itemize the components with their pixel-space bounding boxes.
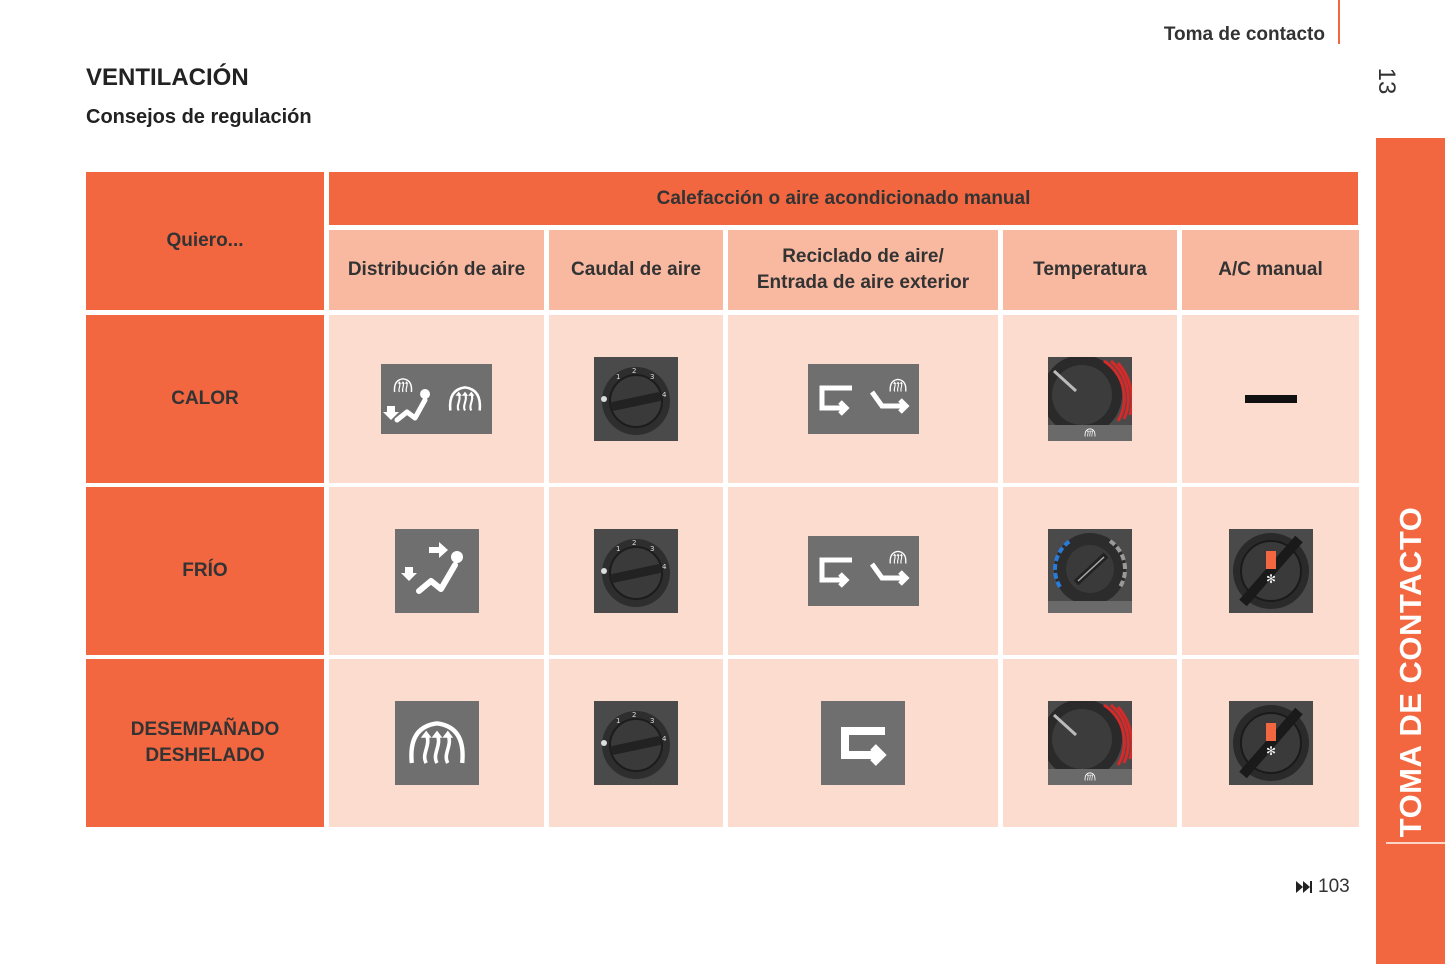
ac-dial-icon (1229, 529, 1313, 613)
recirculation-outside-air-icon (808, 364, 919, 434)
fan-speed-dial-icon (594, 529, 678, 613)
row-label: CALOR (171, 388, 239, 409)
fan-speed-dial-icon (594, 701, 678, 785)
skip-forward-icon (1296, 880, 1312, 894)
svg-text:✻: ✻ (1265, 572, 1276, 586)
table-corner (86, 172, 324, 310)
table-cell (1182, 659, 1359, 827)
table-cell (329, 315, 544, 483)
row-label: DESEMPAÑADO DESHELADO (130, 719, 280, 766)
column-header-label: Distribución de aire (347, 259, 526, 280)
side-tab-rule (1386, 842, 1445, 844)
air-face-feet-icon (395, 529, 479, 613)
row-label: FRÍO (182, 560, 228, 581)
svg-text:4: 4 (662, 735, 667, 743)
table-group-header-label: Calefacción o aire acondicionado manual (656, 187, 1031, 209)
table-cell (1182, 315, 1359, 483)
column-header (549, 230, 723, 310)
table-cell (728, 659, 998, 827)
temperature-dial-red-icon (1048, 357, 1132, 441)
not-applicable-dash (1245, 395, 1297, 403)
svg-text:4: 4 (662, 563, 667, 571)
table-cell (1003, 487, 1177, 655)
column-header-label: A/C manual (1218, 259, 1323, 280)
next-page-number: 103 (1318, 876, 1350, 897)
table-corner-label: Quiero... (166, 230, 244, 251)
recirculation-icon (821, 701, 905, 785)
page-subtitle: Consejos de regulación (86, 106, 312, 128)
table-cell (728, 315, 998, 483)
svg-text:2: 2 (632, 367, 637, 375)
svg-text:3: 3 (650, 545, 655, 553)
table-cell (329, 487, 544, 655)
column-header (329, 230, 544, 310)
table-row-label (86, 487, 324, 655)
svg-text:3: 3 (650, 717, 655, 725)
air-feet-windscreen-icon (381, 364, 492, 434)
temperature-dial-blue-icon (1048, 529, 1132, 613)
side-tab-label: TOMA DE CONTACTO (1393, 506, 1428, 838)
fan-speed-dial-icon (594, 357, 678, 441)
svg-text:1: 1 (616, 545, 621, 553)
ac-dial-icon (1229, 701, 1313, 785)
column-header-label: Reciclado de aire/ Entrada de aire exterior (756, 246, 970, 293)
svg-text:3: 3 (650, 373, 655, 381)
svg-text:1: 1 (616, 373, 621, 381)
table-group-header (329, 172, 1358, 225)
table-cell (549, 487, 723, 655)
table-cell (1182, 487, 1359, 655)
svg-text:2: 2 (632, 711, 637, 719)
table-cell (1003, 315, 1177, 483)
table-cell (1003, 659, 1177, 827)
column-header-label: Temperatura (1033, 259, 1147, 280)
column-header (1003, 230, 1177, 310)
column-header (1182, 230, 1359, 310)
column-header-label: Caudal de aire (571, 259, 701, 280)
header-rule (1338, 0, 1340, 44)
next-page-link[interactable] (1296, 876, 1350, 898)
table-cell (549, 315, 723, 483)
windscreen-demist-icon (395, 701, 479, 785)
recirculation-outside-air-icon (808, 536, 919, 606)
column-header (728, 230, 998, 310)
table-cell (549, 659, 723, 827)
table-cell (329, 659, 544, 827)
section-header: Toma de contacto (1163, 24, 1325, 45)
page-number: 13 (1373, 67, 1400, 95)
svg-text:4: 4 (662, 391, 667, 399)
table-row-label (86, 659, 324, 827)
svg-text:2: 2 (632, 539, 637, 547)
table-cell (728, 487, 998, 655)
page-title: VENTILACIÓN (86, 64, 249, 91)
svg-text:1: 1 (616, 717, 621, 725)
table-row-label (86, 315, 324, 483)
temperature-dial-red-icon (1048, 701, 1132, 785)
svg-text:✻: ✻ (1265, 744, 1276, 758)
